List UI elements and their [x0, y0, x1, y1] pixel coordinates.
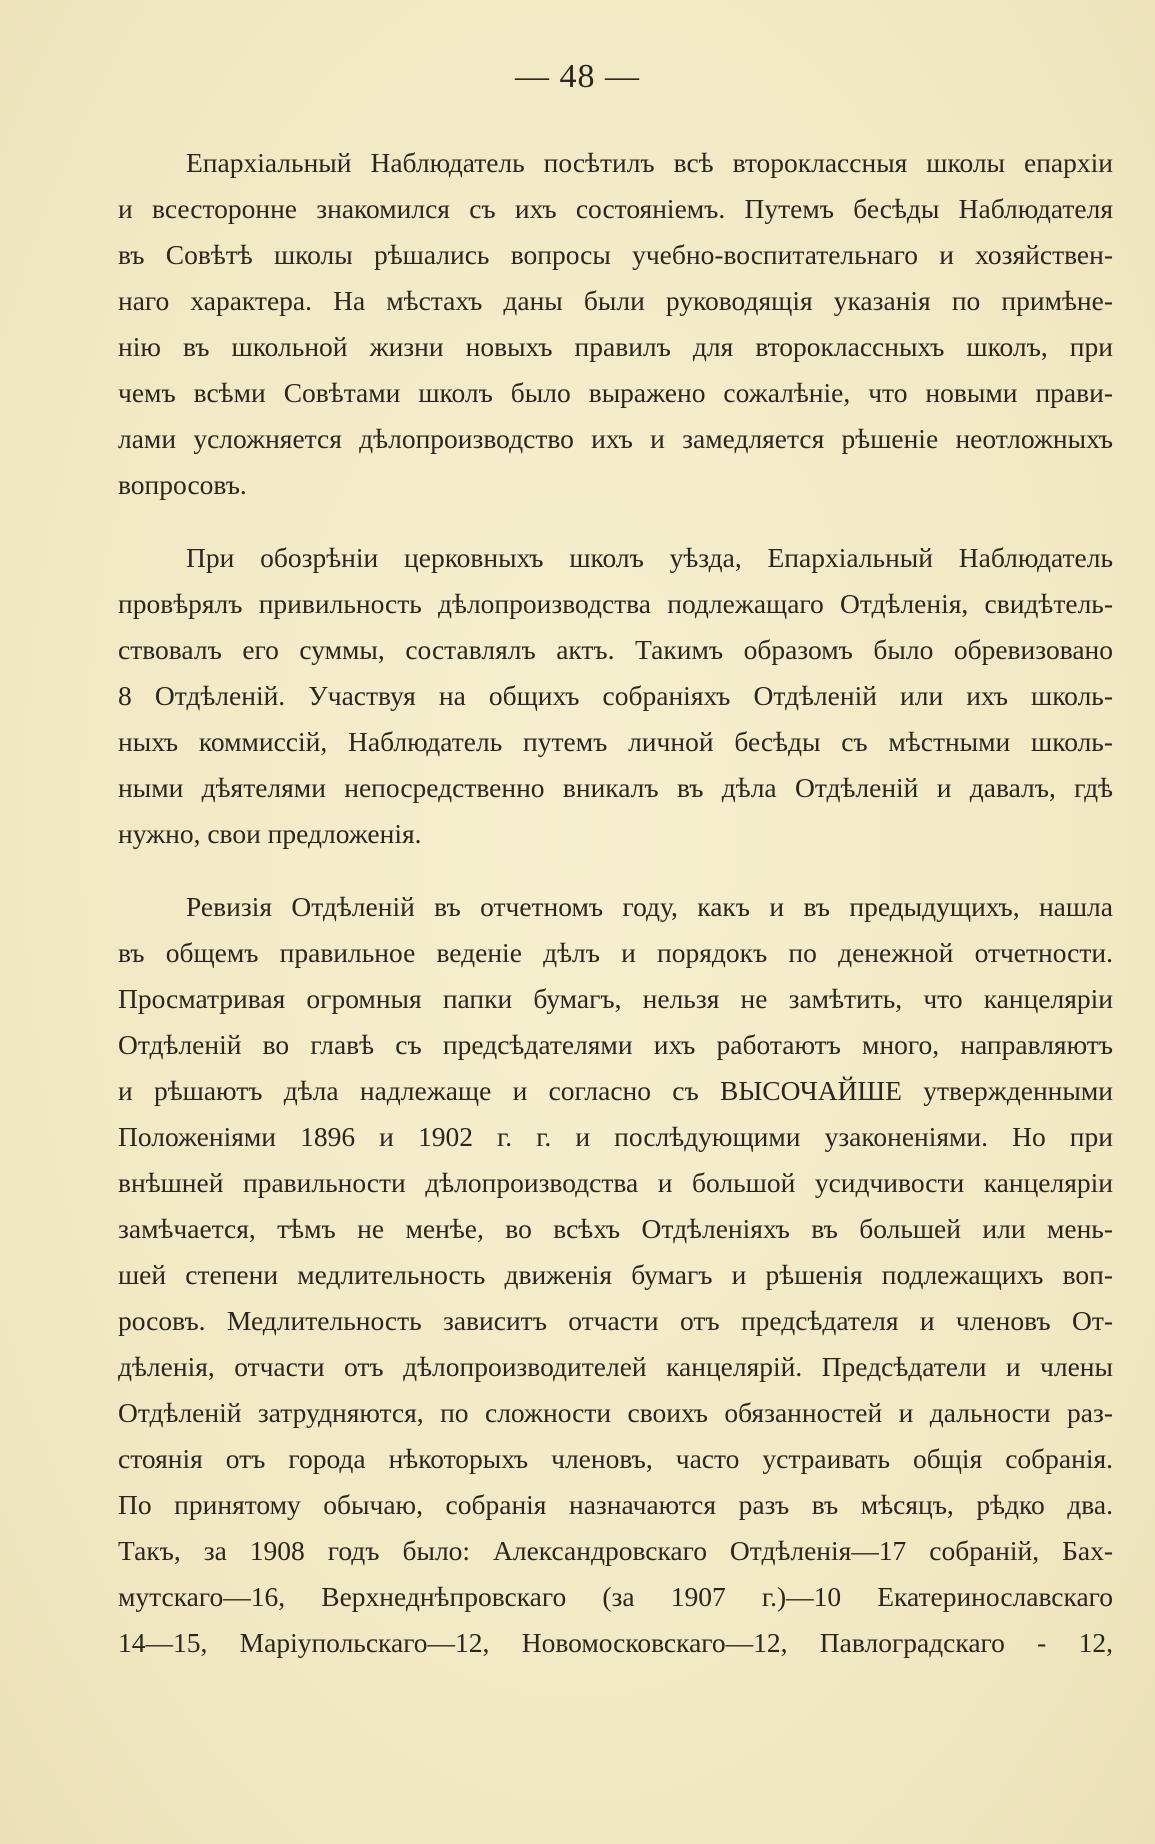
paragraph-2	[118, 535, 1113, 857]
paragraph-1	[118, 140, 1113, 508]
text-line: Епархіальный Наблюдатель посѣтилъ всѣ второклассныя школы епархіи	[186, 147, 1113, 178]
text-line: При обозрѣніи церковныхъ школъ уѣзда, Епархіальный Наблюдатель	[186, 542, 1113, 573]
text-line: чемъ всѣми Совѣтами школъ было выражено сожалѣніе, что новыми прави-	[118, 377, 1113, 408]
text-line: замѣчается, тѣмъ не менѣе, во всѣхъ Отдѣленіяхъ въ большей или мень-	[118, 1213, 1113, 1244]
text-line: нію въ школьной жизни новыхъ правилъ для второклассныхъ школъ, при	[118, 331, 1113, 362]
text-line: въ Совѣтѣ школы рѣшались вопросы учебно-воспитательнаго и хозяйствен-	[118, 239, 1113, 270]
text-line: нужно, свои предложенія.	[118, 818, 422, 849]
paragraph-3	[118, 884, 1113, 1666]
text-line: Ревизія Отдѣленій въ отчетномъ году, какъ и въ предыдущихъ, нашла	[186, 891, 1113, 922]
text-line: Просматривая огромныя папки бумагъ, нельзя не замѣтить, что канцеляріи	[118, 983, 1113, 1014]
text-line: Такъ, за 1908 годъ было: Александровскаго Отдѣленія—17 собраній, Бах-	[118, 1535, 1113, 1566]
text-line: По принятому обычаю, собранія назначаются разъ въ мѣсяцъ, рѣдко два.	[118, 1489, 1113, 1520]
text-line: шей степени медлительность движенія бумагъ и рѣшенія подлежащихъ воп-	[118, 1259, 1113, 1290]
text-line: 14—15, Маріупольскаго—12, Новомосковскаго—12, Павлоградскаго - 12,	[118, 1627, 1113, 1658]
text-line: вопросовъ.	[118, 469, 247, 500]
text-line: росовъ. Медлительность зависитъ отчасти отъ предсѣдателя и членовъ От-	[118, 1305, 1113, 1336]
text-line: ствовалъ его суммы, составлялъ актъ. Такимъ образомъ было обревизовано	[118, 634, 1113, 665]
text-line: дѣленія, отчасти отъ дѣлопроизводителей канцелярій. Предсѣдатели и члены	[118, 1351, 1113, 1382]
text-line: ныхъ коммиссій, Наблюдатель путемъ личной бесѣды съ мѣстными школь-	[118, 726, 1113, 757]
text-line: лами усложняется дѣлопроизводство ихъ и замедляется рѣшеніе неотложныхъ	[118, 423, 1113, 454]
text-line: и рѣшаютъ дѣла надлежаще и согласно съ ВЫСОЧАЙШЕ утвержденными	[118, 1075, 1113, 1106]
text-line: провѣрялъ привильность дѣлопроизводства подлежащаго Отдѣленія, свидѣтель-	[118, 588, 1113, 619]
text-line: ными дѣятелями непосредственно вникалъ въ дѣла Отдѣленій и давалъ, гдѣ	[118, 772, 1113, 803]
text-line: наго характера. На мѣстахъ даны были руководящія указанія по примѣне-	[118, 285, 1113, 316]
text-line: и всесторонне знакомился съ ихъ состояніемъ. Путемъ бесѣды Наблюдателя	[118, 193, 1113, 224]
text-line: Отдѣленій затрудняются, по сложности своихъ обязанностей и дальности раз-	[118, 1397, 1113, 1428]
body-text	[118, 140, 1113, 1693]
text-line: Положеніями 1896 и 1902 г. г. и послѣдующими узаконеніями. Но при	[118, 1121, 1113, 1152]
text-line: въ общемъ правильное веденіе дѣлъ и порядокъ по денежной отчетности.	[118, 937, 1113, 968]
text-line: стоянія отъ города нѣкоторыхъ членовъ, часто устраивать общія собранія.	[118, 1443, 1113, 1474]
text-line: 8 Отдѣленій. Участвуя на общихъ собраніяхъ Отдѣленій или ихъ школь-	[118, 680, 1113, 711]
text-line: внѣшней правильности дѣлопроизводства и большой усидчивости канцеляріи	[118, 1167, 1113, 1198]
text-line: мутскаго—16, Верхнеднѣпровскаго (за 1907 г.)—10 Екатеринославскаго	[118, 1581, 1113, 1612]
text-line: Отдѣленій во главѣ съ предсѣдателями ихъ работаютъ много, направляютъ	[118, 1029, 1113, 1060]
page-number: — 48 —	[515, 58, 640, 95]
